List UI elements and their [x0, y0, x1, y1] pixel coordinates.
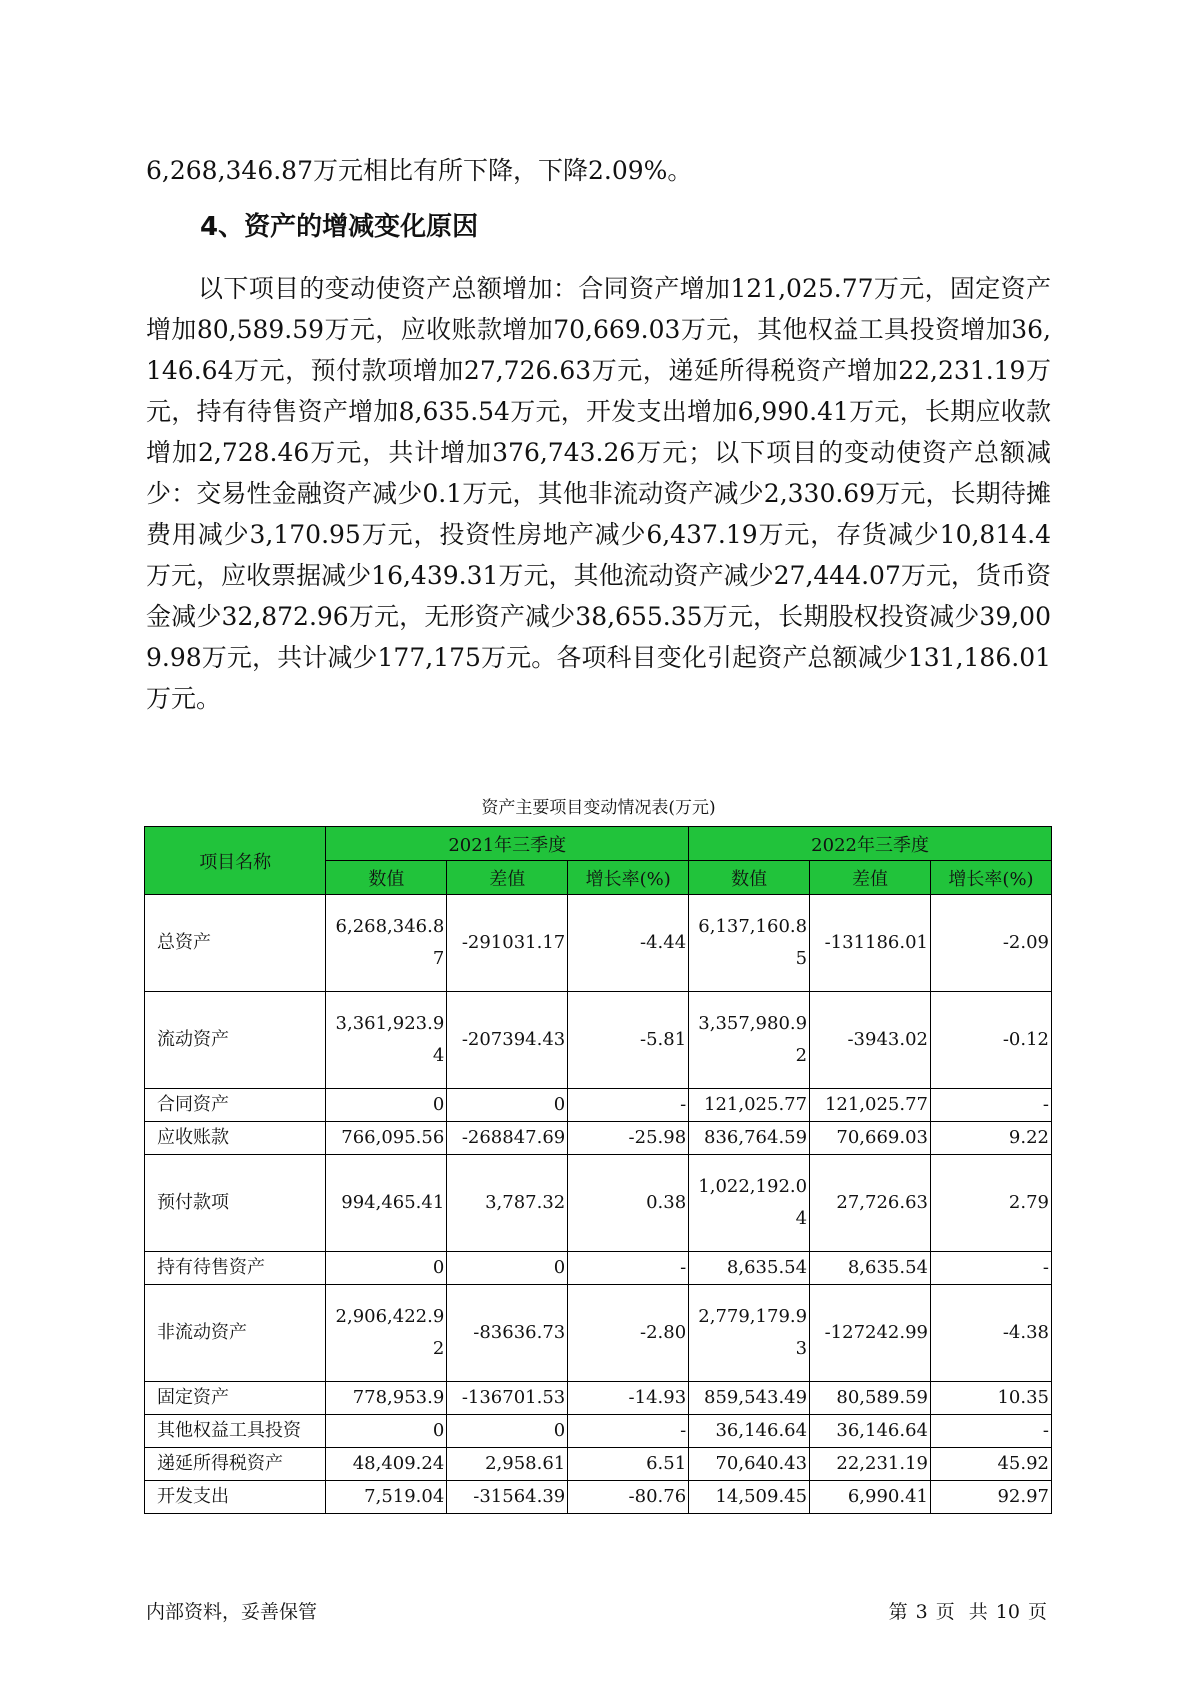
- value-2021: 766,095.56: [326, 1122, 447, 1155]
- value-2022: 859,543.49: [689, 1382, 810, 1415]
- header-growth-2022: 增长率(%): [931, 861, 1052, 895]
- table-row: [145, 1155, 1052, 1252]
- intro-line: 6,268,346.87万元相比有所下降，下降2.09%。: [146, 156, 693, 185]
- value-2021: 0: [326, 1089, 447, 1122]
- growth-2021: -: [568, 1089, 689, 1122]
- table-row: [145, 1382, 1052, 1415]
- header-period-2022: 2022年三季度: [689, 827, 1052, 861]
- row-name: 合同资产: [145, 1089, 326, 1122]
- confidential-note: 内部资料，妥善保管: [146, 1601, 318, 1623]
- growth-2021: -: [568, 1252, 689, 1285]
- row-name: 预付款项: [145, 1155, 326, 1252]
- row-name: 其他权益工具投资: [145, 1415, 326, 1448]
- table-row: [145, 1252, 1052, 1285]
- diff-2022: 27,726.63: [810, 1155, 931, 1252]
- value-2022: 3,357,980.92: [689, 992, 810, 1089]
- table-row: [145, 1122, 1052, 1155]
- value-2021: 3,361,923.94: [326, 992, 447, 1089]
- row-name: 应收账款: [145, 1122, 326, 1155]
- value-2022: 8,635.54: [689, 1252, 810, 1285]
- page-total: 10: [995, 1601, 1020, 1623]
- growth-2022: 45.92: [931, 1448, 1052, 1481]
- diff-2022: 80,589.59: [810, 1382, 931, 1415]
- diff-2022: 36,146.64: [810, 1415, 931, 1448]
- diff-2022: 121,025.77: [810, 1089, 931, 1122]
- diff-2021: 2,958.61: [447, 1448, 568, 1481]
- diff-2022: -131186.01: [810, 895, 931, 992]
- growth-2021: -: [568, 1415, 689, 1448]
- row-name: 固定资产: [145, 1382, 326, 1415]
- page-unit: 页: [935, 1601, 955, 1623]
- header-value-2021: 数值: [326, 861, 447, 895]
- table-row: [145, 992, 1052, 1089]
- growth-2021: -5.81: [568, 992, 689, 1089]
- growth-2022: -0.12: [931, 992, 1052, 1089]
- page-current: 3: [915, 1601, 928, 1623]
- header-diff-2022: 差值: [810, 861, 931, 895]
- page-prefix: 第: [888, 1601, 908, 1623]
- diff-2022: 6,990.41: [810, 1481, 931, 1514]
- total-prefix: 共: [968, 1601, 988, 1623]
- row-name: 流动资产: [145, 992, 326, 1089]
- diff-2021: 0: [447, 1415, 568, 1448]
- growth-2022: 9.22: [931, 1122, 1052, 1155]
- body-paragraph: 以下项目的变动使资产总额增加：合同资产增加121,025.77万元，固定资产增加80,589.59万元，应收账款增加70,669.03万元，其他权益工具投资增加36,146.64万元，预付款项增加27,726.63万元，递延所得税资产增加22,231.19万元，持有待售资产增加8,635.54万元，开发支出增加6,990.41万元，长期应收款增加2,728.46万元，共计增加376,743.26万元；以下项目的变动使资产总额减少：交易性金融资产减少0.1万元，其他非流动资产减少2,330.69万元，长期待摊费用减少3,170.95万元，投资性房地产减少6,437.19万元，存货减少10,814.4万元，应收票据减少16,439.31万元，其他流动资产减少27,444.07万元，货币资金减少32,872.96万元，无形资产减少38,655.35万元，长期股权投资减少39,009.98万元，共计减少177,175万元。各项科目变化引起资产总额减少131,186.01万元。: [146, 274, 1051, 713]
- header-item-name: 项目名称: [145, 827, 326, 895]
- row-name: 持有待售资产: [145, 1252, 326, 1285]
- growth-2022: -4.38: [931, 1285, 1052, 1382]
- growth-2022: -: [931, 1415, 1052, 1448]
- value-2021: 48,409.24: [326, 1448, 447, 1481]
- value-2021: 778,953.9: [326, 1382, 447, 1415]
- value-2021: 6,268,346.87: [326, 895, 447, 992]
- growth-2021: -4.44: [568, 895, 689, 992]
- diff-2022: 70,669.03: [810, 1122, 931, 1155]
- value-2022: 14,509.45: [689, 1481, 810, 1514]
- table-row: [145, 1448, 1052, 1481]
- page-number: [885, 1597, 1051, 1624]
- value-2021: 0: [326, 1252, 447, 1285]
- diff-2021: 3,787.32: [447, 1155, 568, 1252]
- header-period-2021: 2021年三季度: [326, 827, 689, 861]
- diff-2021: -136701.53: [447, 1382, 568, 1415]
- asset-change-table: [144, 826, 1052, 1514]
- diff-2022: -3943.02: [810, 992, 931, 1089]
- growth-2022: -2.09: [931, 895, 1052, 992]
- value-2021: 994,465.41: [326, 1155, 447, 1252]
- table-row: [145, 1089, 1052, 1122]
- value-2022: 1,022,192.04: [689, 1155, 810, 1252]
- row-name: 非流动资产: [145, 1285, 326, 1382]
- header-growth-2021: 增长率(%): [568, 861, 689, 895]
- growth-2022: -: [931, 1089, 1052, 1122]
- header-diff-2021: 差值: [447, 861, 568, 895]
- value-2021: 2,906,422.92: [326, 1285, 447, 1382]
- growth-2021: -80.76: [568, 1481, 689, 1514]
- growth-2021: -2.80: [568, 1285, 689, 1382]
- value-2021: 0: [326, 1415, 447, 1448]
- row-name: 总资产: [145, 895, 326, 992]
- diff-2021: -207394.43: [447, 992, 568, 1089]
- growth-2022: 10.35: [931, 1382, 1052, 1415]
- total-unit: 页: [1027, 1601, 1047, 1623]
- diff-2021: -291031.17: [447, 895, 568, 992]
- table-row: [145, 1481, 1052, 1514]
- growth-2021: 0.38: [568, 1155, 689, 1252]
- table-caption: 资产主要项目变动情况表(万元): [481, 798, 716, 818]
- section-heading: 4、资产的增减变化原因: [200, 212, 479, 242]
- value-2022: 836,764.59: [689, 1122, 810, 1155]
- table-row: [145, 1285, 1052, 1382]
- diff-2021: -268847.69: [447, 1122, 568, 1155]
- table-row: [145, 895, 1052, 992]
- table-row: [145, 1415, 1052, 1448]
- value-2022: 70,640.43: [689, 1448, 810, 1481]
- value-2022: 2,779,179.93: [689, 1285, 810, 1382]
- diff-2022: -127242.99: [810, 1285, 931, 1382]
- value-2022: 6,137,160.85: [689, 895, 810, 992]
- diff-2021: -83636.73: [447, 1285, 568, 1382]
- value-2021: 7,519.04: [326, 1481, 447, 1514]
- growth-2021: -14.93: [568, 1382, 689, 1415]
- diff-2021: 0: [447, 1252, 568, 1285]
- diff-2021: -31564.39: [447, 1481, 568, 1514]
- header-value-2022: 数值: [689, 861, 810, 895]
- growth-2022: 2.79: [931, 1155, 1052, 1252]
- row-name: 开发支出: [145, 1481, 326, 1514]
- diff-2021: 0: [447, 1089, 568, 1122]
- diff-2022: 8,635.54: [810, 1252, 931, 1285]
- growth-2022: 92.97: [931, 1481, 1052, 1514]
- row-name: 递延所得税资产: [145, 1448, 326, 1481]
- growth-2021: -25.98: [568, 1122, 689, 1155]
- value-2022: 121,025.77: [689, 1089, 810, 1122]
- growth-2021: 6.51: [568, 1448, 689, 1481]
- growth-2022: -: [931, 1252, 1052, 1285]
- value-2022: 36,146.64: [689, 1415, 810, 1448]
- diff-2022: 22,231.19: [810, 1448, 931, 1481]
